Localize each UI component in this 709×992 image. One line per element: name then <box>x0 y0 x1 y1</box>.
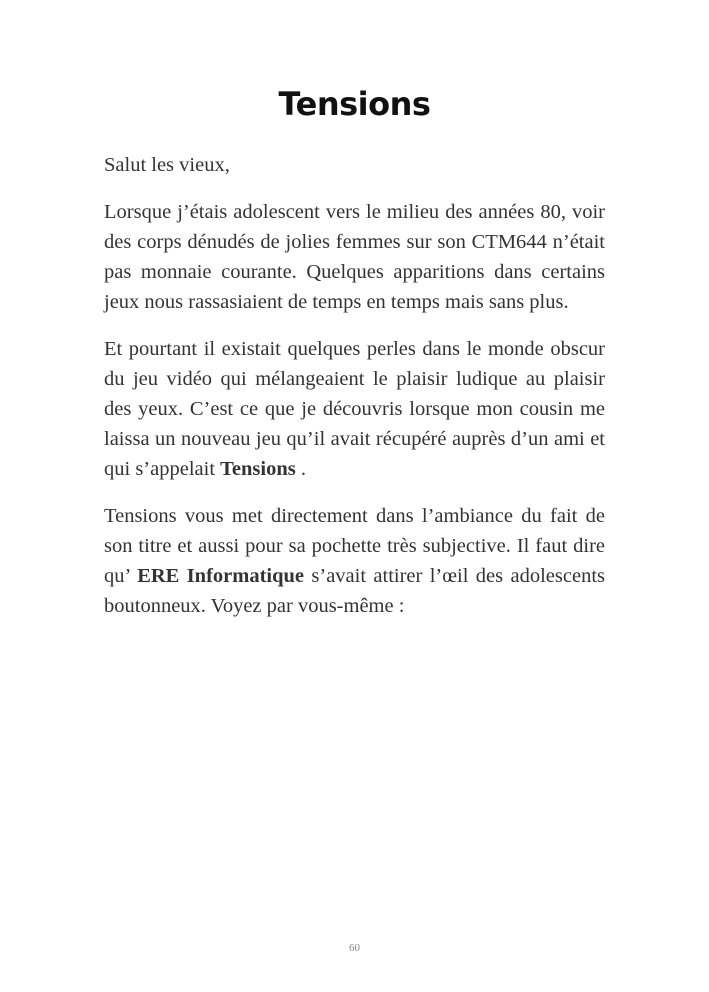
game-name-bold: Tensions <box>220 458 296 480</box>
page-number: 60 <box>349 942 360 954</box>
paragraph-1: Lorsque j’étais adolescent vers le milieu des années 80, voir des corps dénudés de jolies femmes sur son CTM644 n’était pas monnaie courante. Quelques apparitions dans certains jeux nous rassasiaient de temps en temps mais sans plus. <box>104 201 605 313</box>
paragraph-3 <box>104 501 605 621</box>
greeting-paragraph: Salut les vieux, <box>104 154 230 176</box>
page-title: Tensions <box>278 85 431 123</box>
article-body <box>104 150 605 638</box>
company-name-bold: ERE Informatique <box>137 565 305 587</box>
paragraph-2-end: . <box>295 458 306 480</box>
paragraph-3-text-before: Tensions vous met directement dans l’ambiance du fait de son titre et aussi pour sa pochette très subjective. Il faut dire qu’ <box>104 505 605 587</box>
paragraph-3-text-after: s’avait attirer l’œil des adolescents boutonneux. Voyez par vous-même : <box>104 565 605 617</box>
paragraph-2 <box>104 334 605 484</box>
paragraph-2-text: Et pourtant il existait quelques perles dans le monde obscur du jeu vidéo qui mélangeaient le plaisir ludique au plaisir des yeux. C’est ce que je découvris lorsque mon cousin me laissa un nouveau jeu qu’il avait récupéré auprès d’un ami et qui s’appelait <box>104 338 605 480</box>
